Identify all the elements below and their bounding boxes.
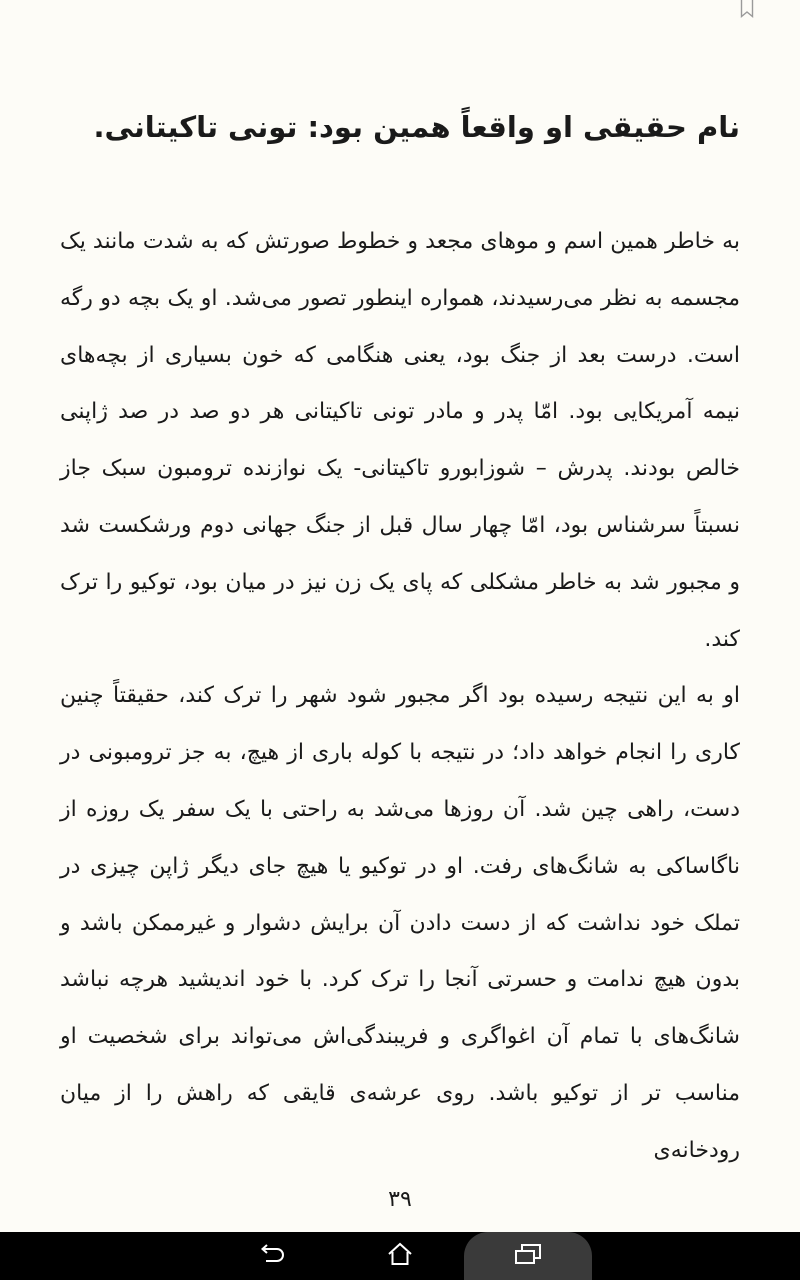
recent-apps-button[interactable] xyxy=(464,1232,592,1280)
bookmark-icon[interactable] xyxy=(740,0,754,18)
home-icon xyxy=(387,1242,413,1270)
paragraph: او به این نتیجه رسیده بود اگر مجبور شود شهر را ترک کند، حقیقتاً چنین کاری را انجام خواهد داد؛ در نتیجه با کوله باری از هیچ، به جز ترومبونی در دست، راهی چین شد. آن روزها می‌شد به راحتی با یک سفر یک روزه از ناگاساکی به شانگ‌های رفت. او در توکیو یا هیچ جای دیگر ژاپن چیزی در تملک خود نداشت که از دست دادن آن برایش دشوار و غیرممکن باشد و بدون هیچ ندامت و حسرتی آنجا را ترک کرد. با خود اندیشید هرچه نباشد شانگ‌های با تمام آن اغواگری و فریبندگی‌اش می‌تواند برای شخصیت او مناسب تر از توکیو باشد. روی عرشه‌ی قایقی که راهش را از میان رودخانه‌ی xyxy=(60,683,740,1163)
recent-apps-icon xyxy=(514,1243,542,1269)
chapter-heading: نام حقیقی او واقعاً همین بود: تونی تاکیتانی. xyxy=(93,110,740,144)
page-number: ۳۹ xyxy=(388,1187,412,1212)
back-button[interactable] xyxy=(232,1232,312,1280)
paragraph: به خاطر همین اسم و موهای مجعد و خطوط صورتش که به شدت مانند یک مجسمه به نظر می‌رسیدند، همواره اینطور تصور می‌شد. او یک بچه دو رگه است. درست بعد از جنگ بود، یعنی هنگامی که خون بسیاری از بچه‌های نیمه آمریکایی بود. امّا پدر و مادر تونی تاکیتانی هر دو صد در صد ژاپنی خالص بودند. پدرش – شوزابورو تاکیتانی- یک نوازنده ترومبون سبک جاز نسبتاً سرشناس بود، امّا چهار سال قبل از جنگ جهانی دوم ورشکست شد و مجبور شد به خاطر مشکلی که پای یک زن نیز در میان بود، توکیو را ترک کند. xyxy=(60,229,740,652)
back-icon xyxy=(258,1243,286,1269)
system-navigation-bar xyxy=(0,1232,800,1280)
home-button[interactable] xyxy=(360,1232,440,1280)
page-body-text xyxy=(60,214,740,1180)
